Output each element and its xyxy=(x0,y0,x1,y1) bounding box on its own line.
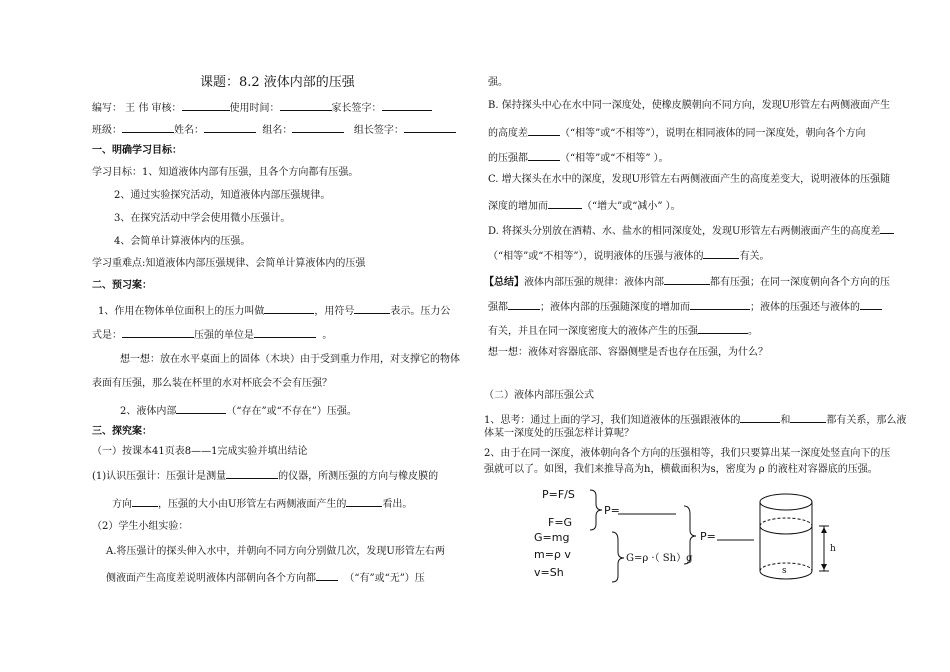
preview-q1-text-b: ，用符号 xyxy=(314,306,355,317)
symbol-blank[interactable] xyxy=(354,302,390,314)
formula-p-fs: P=F/S xyxy=(542,488,575,501)
cylinder-h-label: h xyxy=(830,544,836,554)
experiment-d-text: D. 将探头分别放在酒精、水、盐水的相同深度处，发现U形管左右两侧液面产生的高度差 xyxy=(488,226,881,237)
formula-m-pv: m=ρ v xyxy=(534,548,571,561)
cylinder-s-label: s xyxy=(782,566,787,576)
formula-q1 xyxy=(484,411,906,428)
time-blank[interactable] xyxy=(280,99,332,111)
explore-group: （2）学生小组实验： xyxy=(92,521,189,532)
summary-1-text-c: 都有压强；在同一深度朝向各个方向的压 xyxy=(710,277,890,288)
experiment-c-2 xyxy=(488,197,681,214)
leader-sign-blank[interactable] xyxy=(404,121,456,133)
increase-blank[interactable] xyxy=(548,197,582,209)
preview-q1-text-a: 1、作用在物体单位面积上的压力叫做 xyxy=(98,306,265,317)
formula-q1-text-c: 都有关系，那么液 xyxy=(826,415,907,426)
reviewer-blank[interactable] xyxy=(182,99,230,111)
liquid-surface xyxy=(760,526,812,534)
cylinder-top xyxy=(760,494,812,510)
summary-1 xyxy=(484,273,890,290)
section-3-heading: 三、探究案： xyxy=(92,426,152,437)
parent-sign-blank[interactable] xyxy=(382,99,432,111)
leader-sign-label: 组长签字： xyxy=(353,125,404,136)
summary-2-text-b: ；液体内部的压强随深度的增加而 xyxy=(540,302,690,313)
summary-3-text-a: 有关，并且在同一深度密度大的液体产生的压强 xyxy=(488,326,698,337)
equal-diff-blank[interactable] xyxy=(528,124,560,136)
continuation: 强。 xyxy=(488,77,508,88)
direction-blank[interactable] xyxy=(132,495,158,507)
experiment-b-3-text-a: 的压强都 xyxy=(488,153,528,164)
summary-2-text-a: 强都 xyxy=(488,302,508,313)
summary-increase-blank[interactable] xyxy=(690,298,750,310)
relation-blank[interactable] xyxy=(703,247,739,259)
summary-2-text-c: ；液体的压强还与液体的 xyxy=(750,302,860,313)
exist-blank[interactable] xyxy=(176,402,226,414)
summary-bigger-blank[interactable] xyxy=(698,322,748,334)
formula-f-g: F=G xyxy=(548,516,573,529)
preview-q1 xyxy=(98,302,450,319)
density-blank[interactable] xyxy=(740,411,780,423)
goal-4: 4、会简单计算液体内的压强。 xyxy=(114,236,251,247)
explore-gauge-b-text-a: 方向 xyxy=(112,499,132,510)
explore-gauge-text-a: (1)认识压强计：压强计是测量 xyxy=(92,471,227,482)
experiment-b-2-text-b: （“相等”或“不相等”），说明在相同液体的同一深度处，朝向各个方向 xyxy=(560,128,866,139)
formula-q1-text-a: 1、思考：通过上面的学习，我们知道液体的压强跟液体的 xyxy=(484,415,741,426)
formula-v-sh: v=Sh xyxy=(534,566,564,579)
section-1-heading: 一、明确学习目标： xyxy=(92,145,182,156)
experiment-d xyxy=(488,222,894,239)
formula-p1: P= xyxy=(604,504,620,517)
experiment-b: B. 保持探头中心在水中同一深度处，使橡皮膜朝向不同方向，发现U形管左右两侧液面产生 xyxy=(488,100,891,111)
group-label: 组名： xyxy=(262,125,293,136)
preview-q1b-text-a: 式是： xyxy=(92,330,122,341)
preview-q2-text-a: 2、液体内部 xyxy=(120,406,177,417)
summary-1-text-a: 【总结】 xyxy=(484,277,524,288)
preview-q2-text-b: （“存在”或“不存在”）压强。 xyxy=(226,406,357,417)
summary-3-text-b: 。 xyxy=(748,326,758,337)
experiment-d-2-text-b: 有关。 xyxy=(739,251,770,262)
formula-q1-text-b: 和 xyxy=(780,415,791,426)
derivation-diagram xyxy=(530,484,870,584)
name-blank[interactable] xyxy=(204,121,256,133)
key-points: 学习重难点:知道液体内部压强规律、会简单计算液体内的压强 xyxy=(92,258,366,269)
experiment-a-b-text-a: 侧液面产生高度差说明液体内部朝向各个方向都 xyxy=(106,573,316,584)
group-blank[interactable] xyxy=(292,121,344,133)
summary-1-text-b: 液体内部压强的规律：液体内部 xyxy=(524,277,664,288)
formula-p2: P= xyxy=(700,530,716,543)
meta-line-2 xyxy=(92,121,456,138)
preview-q1b-text-b: 压强的单位是 xyxy=(194,330,254,341)
brace-1 xyxy=(590,490,602,530)
experiment-a: A.将压强计的探头伸入水中，并朝向不同方向分别做几次，发现U形管左右两 xyxy=(106,546,445,557)
formula-g-expanded: G=ρ ·（ Sh）g xyxy=(626,553,693,564)
h-arrow-down-head xyxy=(821,564,827,570)
formula-q2b: 强就可以了。如图，我们来推导高为h，横截面积为s，密度为 ρ 的液柱对容器底的压强。 xyxy=(484,464,878,475)
explore-gauge-b xyxy=(112,495,412,512)
section-formula-heading: （二）液体内部压强公式 xyxy=(484,390,594,401)
experiment-c-2-text-b: （“增大”或“减小” ）。 xyxy=(582,201,681,212)
summary-2 xyxy=(488,298,882,315)
meta-author-label: 编写： 王 伟 审核： xyxy=(92,103,182,114)
explore-gauge xyxy=(92,467,438,484)
experiment-a-b xyxy=(106,569,425,586)
experiment-d-2-text-a: （“相等”或“不相等”），说明液体的压强与液体的 xyxy=(488,251,704,262)
experiment-a-b-text-b: （“有”或“无”）压 xyxy=(344,573,425,584)
preview-q1b-text-c: 。 xyxy=(322,330,333,341)
experiment-b-2-text-a: 的高度差 xyxy=(488,128,528,139)
experiment-d-2 xyxy=(488,247,769,264)
meta-line-1 xyxy=(92,99,432,116)
formula-blank[interactable] xyxy=(122,326,194,338)
unit-blank[interactable] xyxy=(254,326,316,338)
formula-g-mg: G=mg xyxy=(534,531,570,544)
think-2: 想一想：液体对容器底部、容器侧壁是否也存在压强，为什么？ xyxy=(488,347,768,358)
d-equal-blank[interactable] xyxy=(880,222,894,234)
has-pressure-blank[interactable] xyxy=(316,569,338,581)
summary-equal-blank[interactable] xyxy=(508,298,540,310)
experiment-b-2 xyxy=(488,124,865,141)
liquid-surface-back xyxy=(760,518,812,526)
explore-gauge-text-b: 的仪器，所测压强的方向与橡皮膜的 xyxy=(278,471,439,482)
name-label: 姓名： xyxy=(174,125,204,136)
preview-q1b xyxy=(92,326,332,343)
brace-2 xyxy=(612,532,624,582)
depth-blank[interactable] xyxy=(790,411,826,423)
formula-q2: 2、由于在同一深度，液体朝向各个方向的压强相等，我们只要算出某一深度处竖直向下的压 xyxy=(484,448,891,459)
explore-gauge-b-text-c: 看出。 xyxy=(382,499,413,510)
goal-3: 3、在探究活动中学会使用微小压强计。 xyxy=(114,213,291,224)
experiment-c: C. 增大探头在水中的深度，发现U形管左右两侧液面产生的高度差变大，说明液体的压强随 xyxy=(488,174,891,185)
equal-pressure-blank[interactable] xyxy=(528,149,560,161)
preview-q1-text-c: 表示。压力公 xyxy=(390,306,451,317)
class-label: 班级： xyxy=(92,125,122,136)
goal-2: 2、通过实验探究活动，知道液体内部压强规律。 xyxy=(114,190,331,201)
explore-1: （一）按课本41页表8——1完成实验并填出结论 xyxy=(92,446,308,457)
gauge-measure-blank[interactable] xyxy=(226,467,278,479)
height-diff-blank[interactable] xyxy=(346,495,382,507)
formula-q1b: 体某一深度处的压强怎样计算呢？ xyxy=(484,428,634,439)
page-title: 课题：8.2 液体内部的压强 xyxy=(200,75,355,90)
explore-gauge-b-text-b: ，压强的大小由U形管左右两侧液面产生的 xyxy=(158,499,347,510)
experiment-b-3 xyxy=(488,149,669,166)
pressure-definition-blank[interactable] xyxy=(264,302,314,314)
summary-3 xyxy=(488,322,758,339)
h-arrow-up-head xyxy=(821,527,827,533)
meta-time-label: 使用时间： xyxy=(229,103,280,114)
goal-1: 学习目标：1、知道液体内部有压强，且各个方向都有压强。 xyxy=(92,167,359,178)
all-direction-blank[interactable] xyxy=(664,273,710,285)
experiment-b-3-text-b: （“相等”或“不相等” ）。 xyxy=(560,153,669,164)
meta-parent-label: 家长签字： xyxy=(331,103,382,114)
section-2-heading: 二、预习案： xyxy=(92,280,152,291)
preview-q2 xyxy=(120,402,357,419)
think-1b: 表面有压强，那么装在杯里的水对杯底会不会有压强？ xyxy=(92,378,332,389)
think-1: 想一想：放在水平桌面上的固体（木块）由于受到重力作用，对支撑它的物体 xyxy=(120,354,460,365)
summary-liquid-blank[interactable] xyxy=(860,298,882,310)
experiment-c-2-text-a: 深度的增加而 xyxy=(488,201,548,212)
class-blank[interactable] xyxy=(122,121,174,133)
